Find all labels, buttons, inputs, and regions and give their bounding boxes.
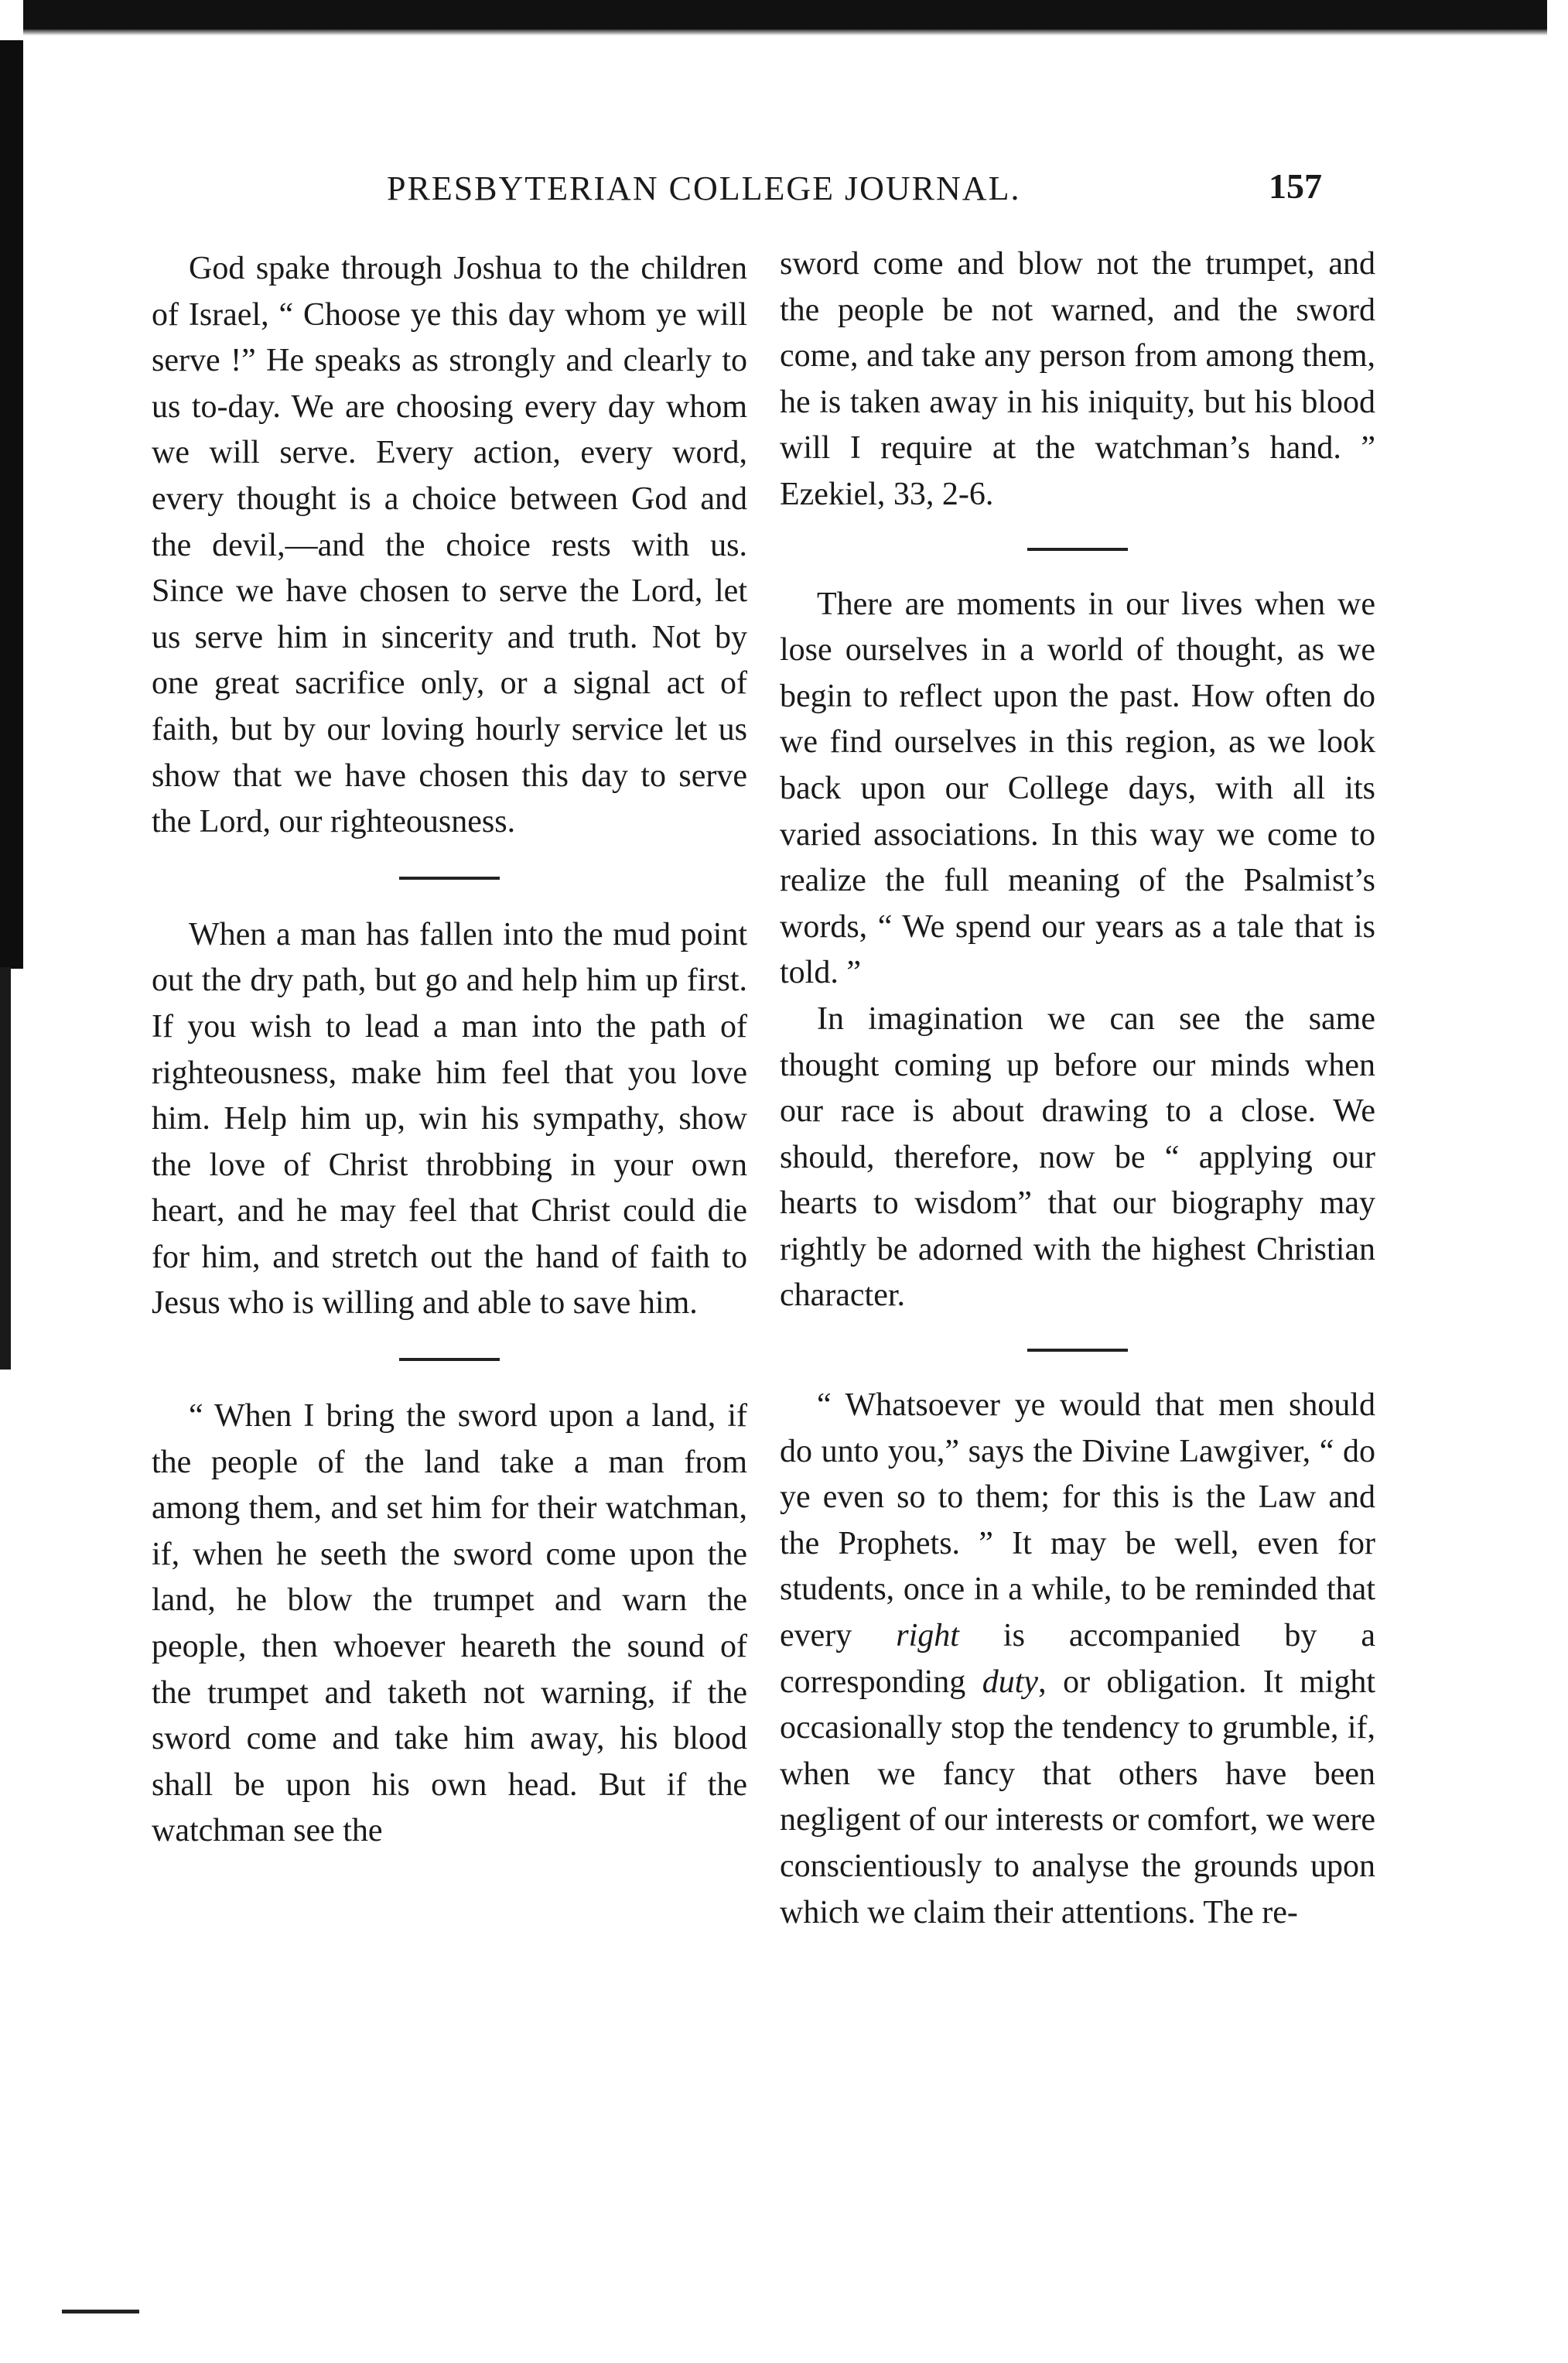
right-column [780, 241, 1375, 1936]
running-header: PRESBYTERIAN COLLEGE JOURNAL. [387, 169, 1021, 207]
paragraph-joshua: God spake through Joshua to the children of Israel, “ Choose ye this day whom ye will serve !” He speaks as strongly and clearly to us to-day. We are choosing every day whom we will serve. Every action, every word, every thought is a choice between God and the devil,—and the choice rests with us. Since we have chosen to serve the Lord, let us serve him in sincerity and truth. Not by one great sacrifice only, or a signal act of faith, but by our loving hourly service let us show that we have chosen this day to serve the Lord, our righteousness. [152, 251, 747, 840]
paragraph-watchman: “ When I bring the sword upon a land, if the people of the land take a man from among them, and set him for their watchman, if, when he seeth the sword come upon the land, he blow the trumpet and warn the people, then whoever heareth the sound of the trumpet and taketh not warning, if the sword come and take him away, his blood shall be upon his own head. But if the watchman see the [152, 1398, 747, 1849]
text-run: “ Whatsoever ye would that men should do unto you,” says the Divine Lawgiver, “ do ye even so to them; for this is the Law and the Prophets. ” It may be well, even for students, once in a while, to be reminded that every [780, 1387, 1375, 1654]
left-binding-edge-lower [0, 967, 11, 1370]
section-separator [399, 1358, 500, 1361]
text-run: is accompanied by a corresponding [780, 1618, 1376, 1700]
italic-word-right: right [896, 1618, 959, 1654]
italic-word-duty: duty [982, 1664, 1039, 1700]
left-column [152, 246, 747, 1855]
bottom-left-mark [62, 2310, 139, 2313]
paragraph-mud: When a man has fallen into the mud point out the dry path, but go and help him up first. If you wish to lead a man into the path of righteousness, make him feel that you love him. Help him up, win his sympathy, show the love of Christ throbbing in your own heart, and he may feel that Christ could die for him, and stretch out the hand of faith to Jesus who is willing and able to save him. [152, 916, 747, 1322]
section-separator [1027, 548, 1128, 551]
section-separator [399, 877, 500, 880]
top-border-shadow [23, 29, 1547, 36]
text-run: , or obligation. It might occasionally stop the tendency to grumble, if, when we fancy that others have been negligent of our interests or comfort, we were conscientiously to analyse the grounds upon which we claim their attentions. The re- [780, 1664, 1375, 1930]
paragraph-watchman-continued: sword come and blow not the trumpet, and the people be not warned, and the sword come, and take any person from among them, he is taken away in his iniquity, but his blood will I require at the watchman’s hand. ” Ezekiel, 33, 2-6. [780, 246, 1375, 512]
paragraph-whatsoever [780, 1383, 1375, 1936]
page-number: 157 [1269, 166, 1322, 206]
top-border-rule [23, 0, 1547, 29]
paragraph-moments: There are moments in our lives when we lose ourselves in a world of thought, as we begin to reflect upon the past. How often do we find ourselves in this region, as we look back upon our College days, with all its varied associations. In this way we come to realize the full meaning of the Psalmist’s words, “ We spend our years as a tale that is told. ” [780, 586, 1375, 991]
section-separator [1027, 1349, 1128, 1352]
paragraph-imagination: In imagination we can see the same thought coming up before our minds when our race is about drawing to a close. We should, therefore, now be “ applying our hearts to wisdom” that our biography may rightly be adorned with the highest Christian character. [780, 1000, 1375, 1314]
left-binding-edge [0, 40, 23, 969]
